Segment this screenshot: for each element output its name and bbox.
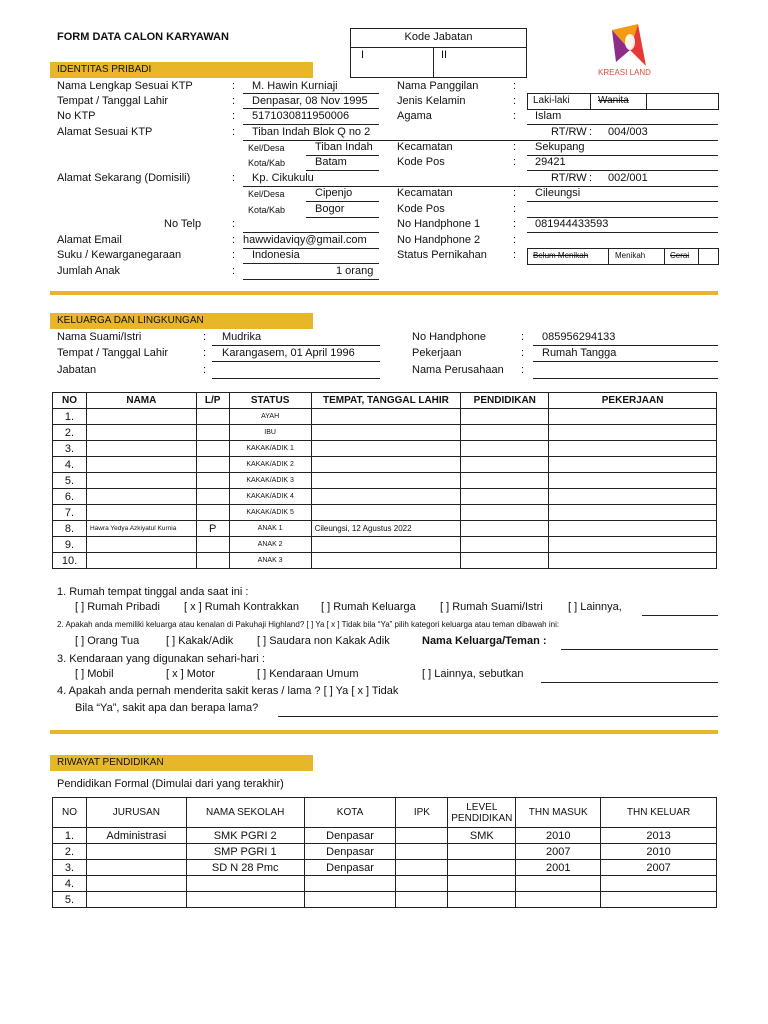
q2-nama-input[interactable] [561,649,718,650]
education-cell[interactable]: Denpasar [304,844,396,860]
family-col-header: NAMA [86,393,196,409]
education-cell: 5. [53,892,87,908]
company-logo [600,22,675,82]
label-jenis-kelamin: Jenis Kelamin [397,95,466,107]
family-cell: 5. [53,473,87,489]
field-kota-ktp[interactable]: Batam [315,156,347,168]
label-alamat-domisili: Alamat Sekarang (Domisili) [57,172,191,184]
label-nama-pasangan: Nama Suami/Istri [57,331,142,343]
education-cell[interactable]: 2007 [601,860,717,876]
q4-detail-input[interactable] [278,716,718,717]
family-cell[interactable] [86,441,196,457]
family-cell: KAKAK/ADIK 1 [229,441,311,457]
label-kodepos-ktp: Kode Pos [397,156,445,168]
question-3: 3. Kendaraan yang digunakan sehari-hari : [57,653,265,665]
education-row [53,828,717,844]
education-cell[interactable] [304,892,396,908]
education-cell[interactable]: 2010 [601,844,717,860]
field-rtrw-ktp[interactable]: 004/003 [608,126,648,138]
family-cell[interactable] [461,521,549,537]
label-kecamatan-domisili: Kecamatan [397,187,453,199]
field-jumlah-anak[interactable]: 1 orang [336,265,374,277]
label-email: Alamat Email [57,234,122,246]
education-cell[interactable] [86,860,186,876]
education-cell: 3. [53,860,87,876]
family-cell[interactable] [196,489,229,505]
education-cell[interactable] [186,876,304,892]
logo-text: KREASI LAND [598,68,651,77]
family-cell[interactable] [196,409,229,425]
label-nama-ktp: Nama Lengkap Sesuai KTP [57,80,193,92]
education-col-header: JURUSAN [86,798,186,828]
family-cell[interactable] [549,489,717,505]
jenis-kelamin-box [527,93,719,110]
q2-option-saudara[interactable]: [ ] Saudara non Kakak Adik [257,635,390,647]
education-row [53,876,717,892]
family-cell[interactable] [86,457,196,473]
field-ttl-pasangan[interactable]: Karangasem, 01 April 1996 [222,347,355,359]
family-cell[interactable] [549,521,717,537]
family-row [53,521,717,537]
family-cell: 6. [53,489,87,505]
field-kecamatan-domisili[interactable]: Cileungsi [535,187,581,199]
label-status-nikah: Status Pernikahan [397,249,487,261]
education-cell[interactable] [448,876,516,892]
family-cell[interactable] [311,409,461,425]
education-cell[interactable] [396,876,448,892]
education-cell[interactable]: 2007 [516,844,601,860]
family-cell[interactable] [311,441,461,457]
field-hp1[interactable]: 081944433593 [535,218,609,230]
education-cell[interactable] [396,860,448,876]
family-cell[interactable] [86,409,196,425]
education-row [53,844,717,860]
education-cell[interactable]: 2010 [516,828,601,844]
education-col-header: NAMA SEKOLAH [186,798,304,828]
family-row [53,537,717,553]
family-cell: 7. [53,505,87,521]
family-col-header: TEMPAT, TANGGAL LAHIR [311,393,461,409]
q1-option-lainnya[interactable]: [ ] Lainnya, [568,601,622,613]
education-table [52,797,717,908]
education-col-header: LEVEL PENDIDIKAN [448,798,516,828]
education-row [53,892,717,908]
family-col-header: STATUS [229,393,311,409]
label-ttl-pasangan: Tempat / Tanggal Lahir [57,347,169,359]
label-telp: No Telp [164,218,202,230]
family-cell: 3. [53,441,87,457]
family-cell[interactable] [311,505,461,521]
q3-option-motor[interactable]: [ x ] Motor [166,668,215,680]
family-cell: KAKAK/ADIK 4 [229,489,311,505]
education-cell[interactable] [396,892,448,908]
family-cell: ANAK 1 [229,521,311,537]
field-nama-pasangan[interactable]: Mudrika [222,331,262,343]
education-cell[interactable] [304,876,396,892]
divider-2 [50,730,718,734]
family-cell[interactable] [549,537,717,553]
nikah-option-cerai[interactable]: Cerai [670,251,690,260]
family-row [53,553,717,569]
family-cell: AYAH [229,409,311,425]
education-cell[interactable] [86,844,186,860]
label-perusahaan-pasangan: Nama Perusahaan [412,364,504,376]
family-cell: 10. [53,553,87,569]
q3-option-mobil[interactable]: [ ] Mobil [75,668,114,680]
field-kecamatan-ktp[interactable]: Sekupang [535,141,585,153]
field-pekerjaan-pasangan[interactable]: Rumah Tangga [542,347,617,359]
education-col-header: NO [53,798,87,828]
family-cell: IBU [229,425,311,441]
field-kel-domisili[interactable]: Cipenjo [315,187,353,199]
family-cell[interactable] [196,425,229,441]
kode-jabatan-label: Kode Jabatan [404,31,473,43]
status-nikah-box [527,248,719,265]
label-hp1: No Handphone 1 [397,218,481,230]
label-ttl: Tempat / Tanggal Lahir [57,95,169,107]
family-cell[interactable] [461,553,549,569]
family-cell[interactable] [86,489,196,505]
field-kota-domisili[interactable]: Bogor [315,203,345,215]
family-cell[interactable] [86,537,196,553]
family-cell[interactable] [86,425,196,441]
family-cell: 2. [53,425,87,441]
education-cell[interactable] [396,844,448,860]
education-cell[interactable]: SMK [448,828,516,844]
family-cell: 1. [53,409,87,425]
family-cell[interactable] [86,505,196,521]
education-cell[interactable]: SD N 28 Pmc [186,860,304,876]
q1-option-pribadi[interactable]: [ ] Rumah Pribadi [75,601,160,613]
family-cell[interactable] [311,553,461,569]
field-kel-ktp[interactable]: Tiban Indah [315,141,373,153]
family-cell: KAKAK/ADIK 2 [229,457,311,473]
education-col-header: IPK [396,798,448,828]
q2-option-kakak-adik[interactable]: [ ] Kakak/Adik [166,635,234,647]
family-table [52,392,717,569]
family-col-header: NO [53,393,87,409]
family-cell[interactable]: Hawra Yedya Azkiyatul Kurnia [86,521,196,537]
education-cell[interactable] [86,892,186,908]
family-cell[interactable] [549,505,717,521]
kode-jabatan-box [350,28,527,78]
label-hp-pasangan: No Handphone [412,331,487,343]
kode-col-1[interactable]: I [361,49,365,61]
education-cell[interactable] [86,876,186,892]
education-cell[interactable]: SMK PGRI 2 [186,828,304,844]
family-cell[interactable] [549,409,717,425]
education-col-header: THN MASUK [516,798,601,828]
education-cell: 2. [53,844,87,860]
label-rtrw-domisili: RT/RW [551,172,587,184]
family-cell[interactable] [311,457,461,473]
family-cell: KAKAK/ADIK 3 [229,473,311,489]
family-cell[interactable]: Cileungsi, 12 Agustus 2022 [311,521,461,537]
education-cell: 4. [53,876,87,892]
education-cell[interactable] [601,892,717,908]
family-cell[interactable] [549,553,717,569]
education-cell[interactable]: 2013 [601,828,717,844]
divider-1 [50,291,718,295]
family-row [53,489,717,505]
family-cell[interactable] [86,473,196,489]
field-alamat-ktp[interactable]: Tiban Indah Blok Q no 2 [252,126,371,138]
question-1: 1. Rumah tempat tinggal anda saat ini : [57,586,249,598]
field-kodepos-ktp[interactable]: 29421 [535,156,566,168]
family-cell[interactable] [549,441,717,457]
field-nama-ktp[interactable]: M. Hawin Kurniaji [252,80,338,92]
education-cell[interactable]: 2001 [516,860,601,876]
jk-option-wanita[interactable]: Wanita [598,95,629,106]
question-2: 2. Apakah anda memiliki keluarga atau kenalan di Pakuhaji Highland? [ ] Ya [ x ] Tidak bila “Ya” pilih kategori keluarga atau teman dibawah ini: [57,620,560,629]
family-cell: ANAK 3 [229,553,311,569]
family-row [53,473,717,489]
family-cell[interactable] [196,457,229,473]
family-row [53,441,717,457]
label-no-ktp: No KTP [57,110,96,122]
section-pendidikan: RIWAYAT PENDIDIKAN [50,755,313,771]
label-jabatan-pasangan: Jabatan [57,364,97,376]
q1-option-keluarga[interactable]: [ ] Rumah Keluarga [321,601,416,613]
education-cell[interactable] [448,844,516,860]
field-alamat-domisili[interactable]: Kp. Cikukulu [252,172,314,184]
education-col-header: THN KELUAR [601,798,717,828]
pendidikan-subtitle: Pendidikan Formal (Dimulai dari yang terakhir) [57,778,284,790]
education-cell[interactable]: Denpasar [304,860,396,876]
family-cell[interactable] [461,537,549,553]
q3-option-lainnya[interactable]: [ ] Lainnya, sebutkan [422,668,524,680]
family-cell[interactable] [311,537,461,553]
kode-col-2[interactable]: II [441,49,448,61]
family-cell[interactable] [549,457,717,473]
education-row [53,860,717,876]
family-cell: KAKAK/ADIK 5 [229,505,311,521]
label-rtrw-ktp: RT/RW [551,126,587,138]
education-cell[interactable]: SMP PGRI 1 [186,844,304,860]
family-cell: ANAK 2 [229,537,311,553]
label-kecamatan-ktp: Kecamatan [397,141,453,153]
q1-option-suami-istri[interactable]: [ ] Rumah Suami/Istri [440,601,543,613]
label-hp2: No Handphone 2 [397,234,481,246]
family-row [53,505,717,521]
family-cell[interactable] [86,553,196,569]
family-cell[interactable]: P [196,521,229,537]
education-cell: 1. [53,828,87,844]
label-jumlah-anak: Jumlah Anak [57,265,120,277]
q3-option-umum[interactable]: [ ] Kendaraan Umum [257,668,359,680]
field-no-ktp[interactable]: 5171030811950006 [252,110,350,122]
education-col-header: KOTA [304,798,396,828]
family-col-header: PENDIDIKAN [461,393,549,409]
education-cell[interactable] [396,828,448,844]
field-hp-pasangan[interactable]: 085956294133 [542,331,616,343]
field-agama[interactable]: Islam [535,110,562,122]
q2-nama-label: Nama Keluarga/Teman : [422,635,547,647]
q1-option-kontrakan[interactable]: [ x ] Rumah Kontrakkan [184,601,299,613]
family-row [53,425,717,441]
family-cell: 8. [53,521,87,537]
family-cell[interactable] [461,489,549,505]
label-kodepos-domisili: Kode Pos [397,203,445,215]
education-cell[interactable] [516,892,601,908]
family-cell[interactable] [196,473,229,489]
field-rtrw-domisili[interactable]: 002/001 [608,172,648,184]
family-cell[interactable] [549,425,717,441]
question-4-detail: Bila “Ya”, sakit apa dan berapa lama? [75,702,259,714]
education-cell[interactable] [448,860,516,876]
family-cell[interactable] [196,537,229,553]
family-cell[interactable] [311,425,461,441]
family-cell[interactable] [311,473,461,489]
education-cell[interactable]: Administrasi [86,828,186,844]
label-agama: Agama [397,110,432,122]
q2-option-orangtua[interactable]: [ ] Orang Tua [75,635,140,647]
family-row [53,409,717,425]
family-col-header: L/P [196,393,229,409]
family-cell[interactable] [461,409,549,425]
education-cell[interactable] [448,892,516,908]
family-cell[interactable] [461,441,549,457]
family-cell: 4. [53,457,87,473]
education-cell[interactable]: Denpasar [304,828,396,844]
family-cell[interactable] [196,441,229,457]
family-cell[interactable] [461,425,549,441]
logo-mark-icon [600,22,675,68]
family-cell[interactable] [196,553,229,569]
field-suku[interactable]: Indonesia [252,249,300,261]
label-pekerjaan-pasangan: Pekerjaan [412,347,462,359]
family-cell[interactable] [196,505,229,521]
family-row [53,457,717,473]
family-cell: 9. [53,537,87,553]
family-cell[interactable] [461,473,549,489]
label-alamat-ktp: Alamat Sesuai KTP [57,126,153,138]
nikah-option-menikah[interactable]: Menikah [615,251,646,260]
section-keluarga: KELUARGA DAN LINGKUNGAN [50,313,313,329]
label-panggilan: Nama Panggilan [397,80,479,92]
education-cell[interactable] [516,876,601,892]
family-cell[interactable] [549,473,717,489]
education-cell[interactable] [601,876,717,892]
section-identitas: IDENTITAS PRIBADI [50,62,313,78]
jk-option-laki[interactable]: Laki-laki [533,95,570,106]
education-cell[interactable] [186,892,304,908]
family-cell[interactable] [461,457,549,473]
field-email[interactable]: hawwidaviqy@gmail.com [243,234,367,246]
field-ttl[interactable]: Denpasar, 08 Nov 1995 [252,95,368,107]
nikah-option-belum[interactable]: Belum Menikah [533,251,589,260]
question-4: 4. Apakah anda pernah menderita sakit keras / lama ? [ ] Ya [ x ] Tidak [57,685,399,697]
form-title: FORM DATA CALON KARYAWAN [57,31,229,43]
family-cell[interactable] [311,489,461,505]
family-col-header: PEKERJAAN [549,393,717,409]
family-cell[interactable] [461,505,549,521]
label-suku: Suku / Kewarganegaraan [57,249,182,261]
